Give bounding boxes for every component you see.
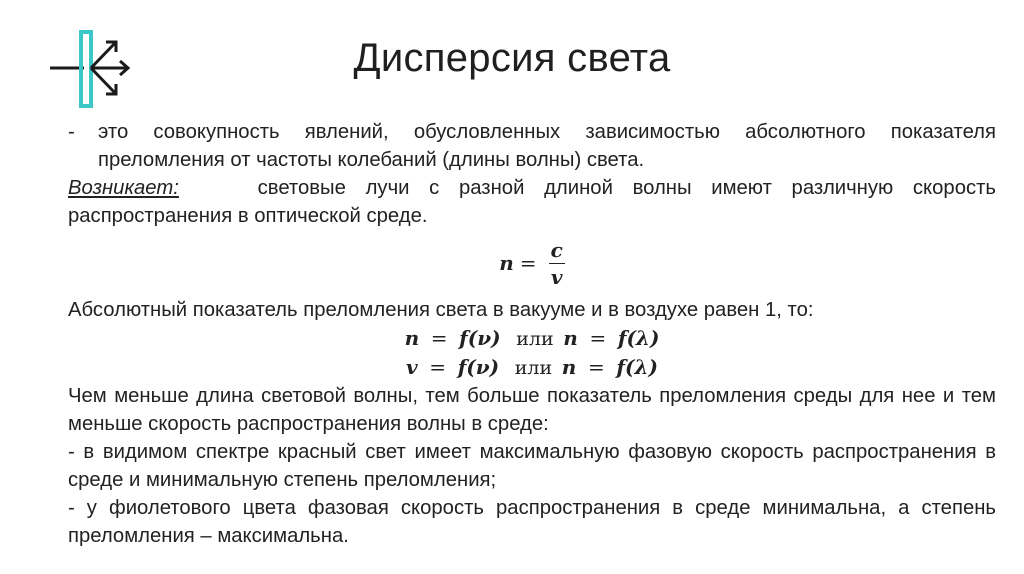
formula-v-eq2: = bbox=[587, 355, 605, 379]
formula-v-eq: = bbox=[429, 355, 447, 379]
formula-eq: = bbox=[519, 251, 537, 275]
page-title: Дисперсия света bbox=[353, 36, 671, 80]
index-formula bbox=[68, 232, 996, 294]
formula-fraction bbox=[549, 238, 565, 289]
formula-n-lhs: n bbox=[404, 326, 420, 350]
slide-body bbox=[68, 118, 996, 550]
fraction-denominator: v bbox=[550, 264, 563, 289]
shorter-wave-paragraph: Чем меньше длина световой волны, тем больше показатель преломления среды для нее и тем меньше скорость распространения волны в среде: bbox=[68, 385, 996, 435]
formula-v-or: или bbox=[514, 357, 553, 379]
red-light-paragraph: - в видимом спектре красный свет имеет максимальную фазовую скорость распространения в среде и минимальную степень преломления; bbox=[68, 441, 996, 491]
formula-lhs: n bbox=[499, 251, 514, 275]
fraction-numerator: c bbox=[550, 237, 563, 262]
formula-n-eq: = bbox=[430, 326, 448, 350]
occurs-label: Возникает: bbox=[68, 177, 179, 199]
definition-dash: - bbox=[68, 121, 75, 143]
occurs-paragraph bbox=[68, 174, 996, 230]
vacuum-note: Абсолютный показатель преломления света в вакууме и в воздухе равен 1, то: bbox=[68, 299, 814, 321]
formula-v-lhs2: n bbox=[561, 355, 577, 379]
formula-v-lhs: v bbox=[406, 355, 418, 379]
formula-n-line bbox=[68, 324, 996, 353]
formula-n-rhs: f(ν) bbox=[459, 326, 501, 350]
formula-v-rhs: f(ν) bbox=[457, 355, 500, 379]
formula-n-or: или bbox=[516, 328, 554, 350]
formula-v-rhs2: f(λ) bbox=[616, 355, 658, 379]
definition-item bbox=[68, 118, 996, 174]
violet-light-paragraph: - у фиолетового цвета фазовая скорость распространения в среде минимальна, а степень преломления – максимальна. bbox=[68, 497, 996, 547]
formula-n-rhs2: f(λ) bbox=[617, 326, 660, 350]
definition-text: это совокупность явлений, обусловленных зависимостью абсолютного показателя преломления от частоты колебаний (длины волны) света. bbox=[98, 121, 996, 171]
formula-n-eq2: = bbox=[589, 326, 607, 350]
occurs-text: световые лучи с разной длиной волны имеют различную скорость распространения в оптической среде. bbox=[68, 177, 996, 227]
formula-n-lhs2: n bbox=[563, 326, 578, 350]
formula-v-line bbox=[68, 353, 996, 382]
